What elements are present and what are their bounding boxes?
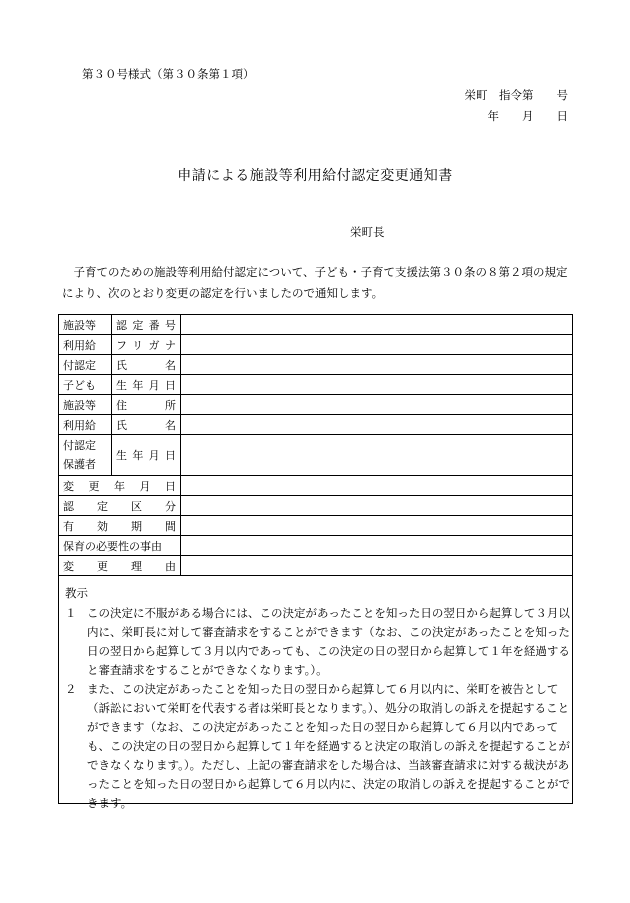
field-label-guardian-birthdate: 生年月日 bbox=[112, 435, 181, 476]
child-group-label-1: 施設等 bbox=[59, 315, 112, 335]
table-row bbox=[59, 395, 573, 415]
guardian-group-label-2: 利用給 bbox=[59, 415, 112, 435]
field-label-furigana: フリガナ bbox=[112, 335, 181, 355]
value-change-date[interactable] bbox=[181, 476, 573, 496]
instruction-heading: 教示 bbox=[65, 586, 88, 600]
field-label-cert-number: 認定番号 bbox=[112, 315, 181, 335]
field-label-cert-category: 認定区分 bbox=[59, 496, 181, 516]
table-row bbox=[59, 415, 573, 435]
instruction-item bbox=[65, 604, 570, 680]
document-title: 申請による施設等利用給付認定変更通知書 bbox=[177, 168, 453, 184]
instruction-box bbox=[58, 576, 573, 810]
child-group-label-3: 付認定 bbox=[59, 355, 112, 375]
table-row bbox=[59, 476, 573, 496]
guardian-group-label-4: 保護者 bbox=[63, 458, 96, 471]
instruction-number: ２ bbox=[65, 682, 77, 696]
date-line: 年 月 日 bbox=[487, 109, 568, 123]
table-row bbox=[59, 355, 573, 375]
form-number: 第３０号様式（第３０条第１項） bbox=[82, 67, 255, 81]
field-label-validity-period: 有効期間 bbox=[59, 516, 181, 536]
guardian-group-label-3: 付認定 bbox=[63, 439, 96, 452]
field-label-child-name: 氏名 bbox=[112, 355, 181, 375]
field-label-childcare-reason: 保育の必要性の事由 bbox=[59, 536, 181, 556]
instruction-number: １ bbox=[65, 606, 77, 620]
instruction-item bbox=[65, 680, 570, 813]
table-row bbox=[59, 556, 573, 576]
table-row bbox=[59, 435, 573, 476]
value-child-birthdate[interactable] bbox=[181, 375, 573, 395]
instruction-items bbox=[65, 604, 570, 813]
field-label-guardian-name: 氏名 bbox=[112, 415, 181, 435]
value-cert-category[interactable] bbox=[181, 496, 573, 516]
issuer: 栄町長 bbox=[350, 225, 385, 239]
certification-table bbox=[58, 314, 573, 576]
body-paragraph bbox=[62, 262, 577, 304]
value-child-furigana[interactable] bbox=[181, 335, 573, 355]
field-label-change-date: 変更年月日 bbox=[59, 476, 181, 496]
reference-number-line: 栄町 指令第 号 bbox=[464, 88, 568, 102]
table-row bbox=[59, 496, 573, 516]
field-label-child-birthdate: 生年月日 bbox=[112, 375, 181, 395]
table-row bbox=[59, 516, 573, 536]
value-validity-period[interactable] bbox=[181, 516, 573, 536]
value-guardian-birthdate[interactable] bbox=[181, 435, 573, 476]
field-label-change-reason: 変更理由 bbox=[59, 556, 181, 576]
value-guardian-address[interactable] bbox=[181, 395, 573, 415]
table-row bbox=[59, 335, 573, 355]
guardian-group-label-1: 施設等 bbox=[59, 395, 112, 415]
guardian-group-label-3-4 bbox=[59, 435, 112, 476]
field-label-address: 住所 bbox=[112, 395, 181, 415]
instruction-text: また、この決定があったことを知った日の翌日から起算して６月以内に、栄町を被告として（訴訟において栄町を代表する者は栄町長となります。）、処分の取消しの訴えを提起することができます（なお、この決定があったことを知った日の翌日から起算して６月以内であっても、この決定の日の翌日から起算して１年を経過すると決定の取消しの訴えを提起することができなくなります。）。ただし、上記の審査請求をした場合は、当該審査請求に対する裁決があったことを知った日の翌日から起算して６月以内に、決定の取消しの訴えを提起することができます。 bbox=[87, 682, 570, 810]
instruction-text: この決定に不服がある場合には、この決定があったことを知った日の翌日から起算して３月以内に、栄町長に対して審査請求をすることができます（なお、この決定があったことを知った日の翌日から起算して３月以内であっても、この決定の日の翌日から起算して１年を経過すると審査請求をすることができなくなります。）。 bbox=[87, 606, 570, 677]
value-childcare-reason[interactable] bbox=[181, 536, 573, 556]
table-row bbox=[59, 536, 573, 556]
value-guardian-name[interactable] bbox=[181, 415, 573, 435]
value-cert-number[interactable] bbox=[181, 315, 573, 335]
table-row bbox=[59, 315, 573, 335]
child-group-label-4: 子ども bbox=[59, 375, 112, 395]
child-group-label-2: 利用給 bbox=[59, 335, 112, 355]
table-row bbox=[59, 375, 573, 395]
body-text: 子育てのための施設等利用給付認定について、子ども・子育て支援法第３０条の８第２項の規定により、次のとおり変更の認定を行いましたので通知します。 bbox=[62, 265, 568, 300]
value-child-name[interactable] bbox=[181, 355, 573, 375]
value-change-reason[interactable] bbox=[181, 556, 573, 576]
